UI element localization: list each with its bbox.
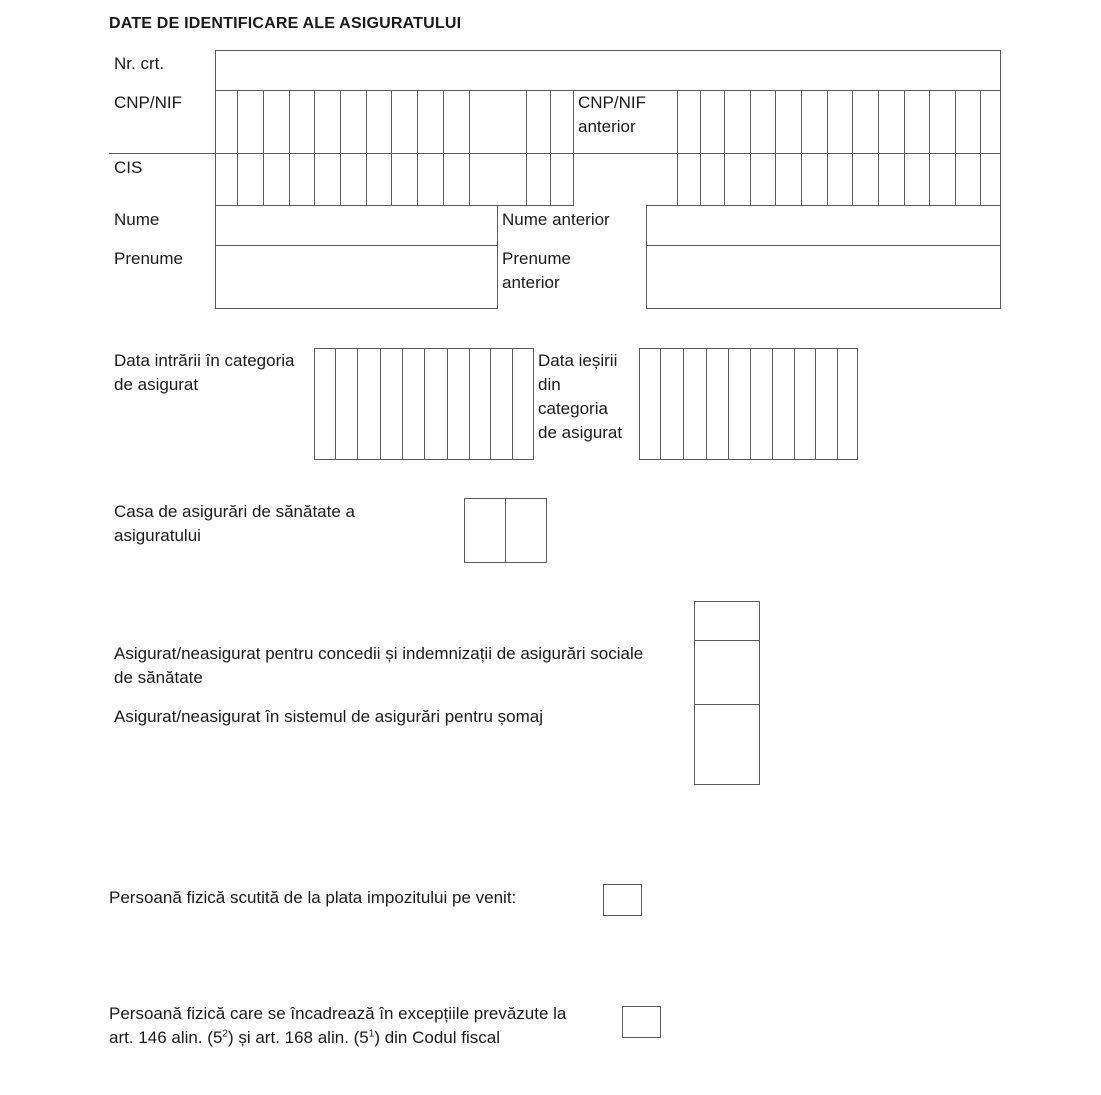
exceptii-text-part1: art. 146 alin. (5 — [109, 1028, 223, 1047]
scutita-label: Persoană fizică scutită de la plata impozitului pe venit: — [109, 888, 517, 907]
concedii-field[interactable] — [694, 640, 760, 705]
exceptii-text-part3: ) din Codul fiscal — [374, 1028, 500, 1047]
exceptii-checkbox[interactable] — [622, 1006, 661, 1038]
exceptii-sup-1: 2 — [222, 1028, 228, 1040]
cnp-anterior-cell-border — [852, 91, 853, 206]
casa-label-line1: Casa de asigurări de sănătate a — [114, 502, 355, 521]
casa-cell-border — [505, 498, 506, 563]
cnp-cell-border — [237, 91, 238, 206]
data-iesirii-grid[interactable] — [639, 348, 858, 460]
nume-field[interactable] — [215, 205, 498, 246]
nume-label: Nume — [114, 210, 160, 229]
cnp-cell-border — [314, 91, 315, 206]
prenume-anterior-label-line2: anterior — [502, 273, 560, 292]
cnp-anterior-cell-border — [827, 91, 828, 206]
date-cell-border — [424, 348, 425, 460]
cnp-anterior-cell-border — [700, 91, 701, 206]
cnp-anterior-cell-border — [904, 91, 905, 206]
cnp-cell-border — [469, 91, 470, 206]
cnp-cell-border — [366, 91, 367, 206]
cnp-cell-border — [340, 91, 341, 206]
date-cell-border — [469, 348, 470, 460]
cnp-cell-border — [263, 91, 264, 206]
date-cell-border — [683, 348, 684, 460]
data-iesirii-label-line1: Data ieșirii — [538, 351, 618, 370]
cnp-cell-border — [526, 91, 527, 206]
cnp-anterior-cell-border — [929, 91, 930, 206]
date-cell-border — [750, 348, 751, 460]
data-iesirii-label-line4: de asigurat — [538, 423, 623, 442]
asigurat-header-cell — [694, 601, 760, 641]
scutita-checkbox[interactable] — [603, 884, 642, 916]
date-cell-border — [447, 348, 448, 460]
date-cell-border — [815, 348, 816, 460]
cnp-nif-label: CNP/NIF — [114, 93, 182, 112]
data-intrarii-label-line1: Data intrării în categoria — [114, 351, 295, 370]
date-cell-border — [380, 348, 381, 460]
somaj-label: Asigurat/neasigurat în sistemul de asigurări pentru șomaj — [114, 707, 543, 726]
cnp-cell-border — [289, 91, 290, 206]
prenume-anterior-field[interactable] — [646, 245, 1001, 309]
nr-crt-label: Nr. crt. — [114, 54, 165, 73]
data-iesirii-label-line2: din — [538, 375, 561, 394]
prenume-field[interactable] — [215, 245, 498, 309]
cnp-cell-border — [215, 91, 216, 206]
cnp-anterior-cell-border — [750, 91, 751, 206]
concedii-label-line2: de sănătate — [114, 668, 203, 687]
cnp-cell-border — [391, 91, 392, 206]
date-cell-border — [772, 348, 773, 460]
exceptii-label-line1: Persoană fizică care se încadrează în excepțiile prevăzute la — [109, 1004, 567, 1023]
cnp-nif-anterior-label-line2: anterior — [578, 117, 636, 136]
cnp-anterior-cell-border — [980, 91, 981, 206]
prenume-anterior-label-line1: Prenume — [502, 249, 571, 268]
date-cell-border — [660, 348, 661, 460]
cnp-cell-border — [573, 91, 574, 206]
form-title: DATE DE IDENTIFICARE ALE ASIGURATULUI — [109, 15, 462, 32]
nume-anterior-field[interactable] — [646, 205, 1001, 246]
data-iesirii-label-line3: categoria — [538, 399, 608, 418]
date-cell-border — [335, 348, 336, 460]
data-intrarii-label-line2: de asigurat — [114, 375, 199, 394]
cnp-anterior-cell-border — [1000, 91, 1001, 206]
cnp-anterior-cell-border — [724, 91, 725, 206]
cnp-anterior-cell-border — [775, 91, 776, 206]
cnp-cell-border — [550, 91, 551, 206]
cnp-anterior-cell-border — [801, 91, 802, 206]
cnp-cell-border — [417, 91, 418, 206]
cnp-anterior-cell-border — [878, 91, 879, 206]
exceptii-label-line2 — [109, 1026, 500, 1050]
prenume-label: Prenume — [114, 249, 183, 268]
cis-label: CIS — [114, 158, 143, 177]
exceptii-text-part2: ) și art. 168 alin. (5 — [227, 1028, 369, 1047]
date-cell-border — [706, 348, 707, 460]
cnp-cell-border — [443, 91, 444, 206]
date-cell-border — [512, 348, 513, 460]
cnp-cis-separator — [109, 153, 1001, 154]
date-cell-border — [794, 348, 795, 460]
somaj-field[interactable] — [694, 704, 760, 785]
cnp-anterior-cell-border — [955, 91, 956, 206]
date-cell-border — [837, 348, 838, 460]
concedii-label-line1: Asigurat/neasigurat pentru concedii și indemnizații de asigurări sociale — [114, 644, 644, 663]
cnp-nif-anterior-label-line1: CNP/NIF — [578, 93, 646, 112]
exceptii-sup-2: 1 — [368, 1028, 375, 1040]
date-cell-border — [728, 348, 729, 460]
date-cell-border — [402, 348, 403, 460]
date-cell-border — [490, 348, 491, 460]
nr-crt-field[interactable] — [215, 50, 1001, 91]
date-cell-border — [357, 348, 358, 460]
nume-anterior-label: Nume anterior — [502, 210, 610, 229]
cnp-anterior-cell-border — [677, 91, 678, 206]
casa-label-line2: asiguratului — [114, 526, 201, 545]
